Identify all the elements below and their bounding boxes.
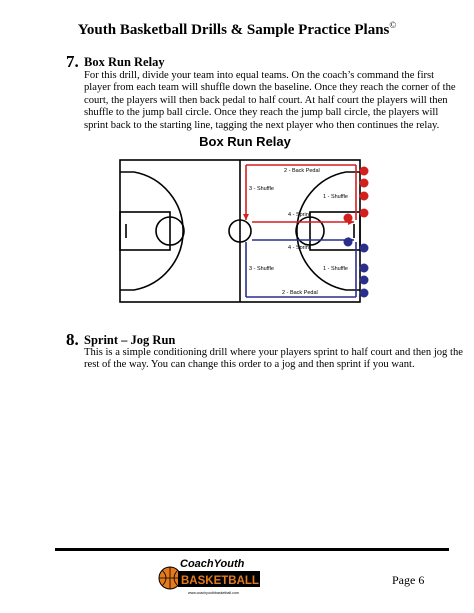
section-7-line: player from each team will shuffle down the baseline. Once they reach the corner of the [84, 82, 456, 94]
blue-player [360, 244, 369, 253]
basketball-seams [159, 567, 181, 589]
section-7-number: 7. [66, 52, 79, 71]
copyright-mark: © [389, 20, 397, 30]
figure-title: Box Run Relay [199, 134, 291, 149]
court-diagram [116, 156, 386, 308]
logo-url: www.coachyouthbasketball.com [188, 591, 239, 595]
red-sprint-label: 4 - Sprint [288, 212, 311, 218]
red-player [360, 192, 369, 201]
red-player [360, 209, 369, 218]
logo-text-bottom: BASKETBALL [181, 575, 259, 587]
section-7-line: sprint back to the starting line, tagging the next player who then continues the relay. [84, 119, 440, 131]
red-shuffle-left-label: 3 - Shuffle [249, 186, 274, 192]
section-8-number: 8. [66, 330, 79, 349]
section-7-line: shuffle to the jump ball circle. Once they reach the jump ball circle, the players will [84, 107, 439, 119]
blue-player [344, 238, 353, 247]
section-7-line: court, the players will then back pedal to half court. At half court the players will then [84, 94, 448, 106]
red-back-pedal-label: 2 - Back Pedal [284, 168, 320, 174]
page-title-text: Youth Basketball Drills & Sample Practice Plans [77, 22, 390, 38]
page-number: Page 6 [392, 573, 425, 587]
lane-right [310, 212, 360, 250]
section-8-line: This is a simple conditioning drill where your players sprint to half court and then jog the [84, 347, 463, 358]
blue-player [360, 276, 369, 285]
red-player [360, 179, 369, 188]
blue-player [360, 289, 369, 298]
three-point-arc-right [297, 172, 360, 290]
blue-shuffle-left-label: 3 - Shuffle [249, 266, 274, 272]
section-8-heading: Sprint – Jog Run [84, 333, 176, 347]
footer-rule [55, 548, 449, 551]
logo-text-top: CoachYouth [180, 558, 245, 570]
red-shuffle-right-label: 1 - Shuffle [323, 194, 348, 200]
three-point-arc-left [120, 172, 183, 290]
lane-left [120, 212, 170, 250]
section-7-heading: Box Run Relay [84, 55, 165, 69]
section-8-body [84, 347, 463, 372]
red-arrowhead [243, 214, 249, 220]
page-title [0, 20, 474, 39]
blue-player [360, 264, 369, 273]
red-player [344, 214, 353, 223]
blue-back-pedal-label: 2 - Back Pedal [282, 290, 318, 296]
section-7-line: For this drill, divide your team into equal teams. On the coach’s command the first [84, 70, 435, 81]
red-player [360, 167, 369, 176]
blue-sprint-label: 4 - Sprint [288, 245, 311, 251]
section-7-body [84, 70, 456, 132]
coach-youth-basketball-logo [156, 554, 262, 604]
blue-shuffle-right-label: 1 - Shuffle [323, 266, 348, 272]
section-8-line: rest of the way. You can change this order to a jog and then sprint if you want. [84, 359, 415, 371]
